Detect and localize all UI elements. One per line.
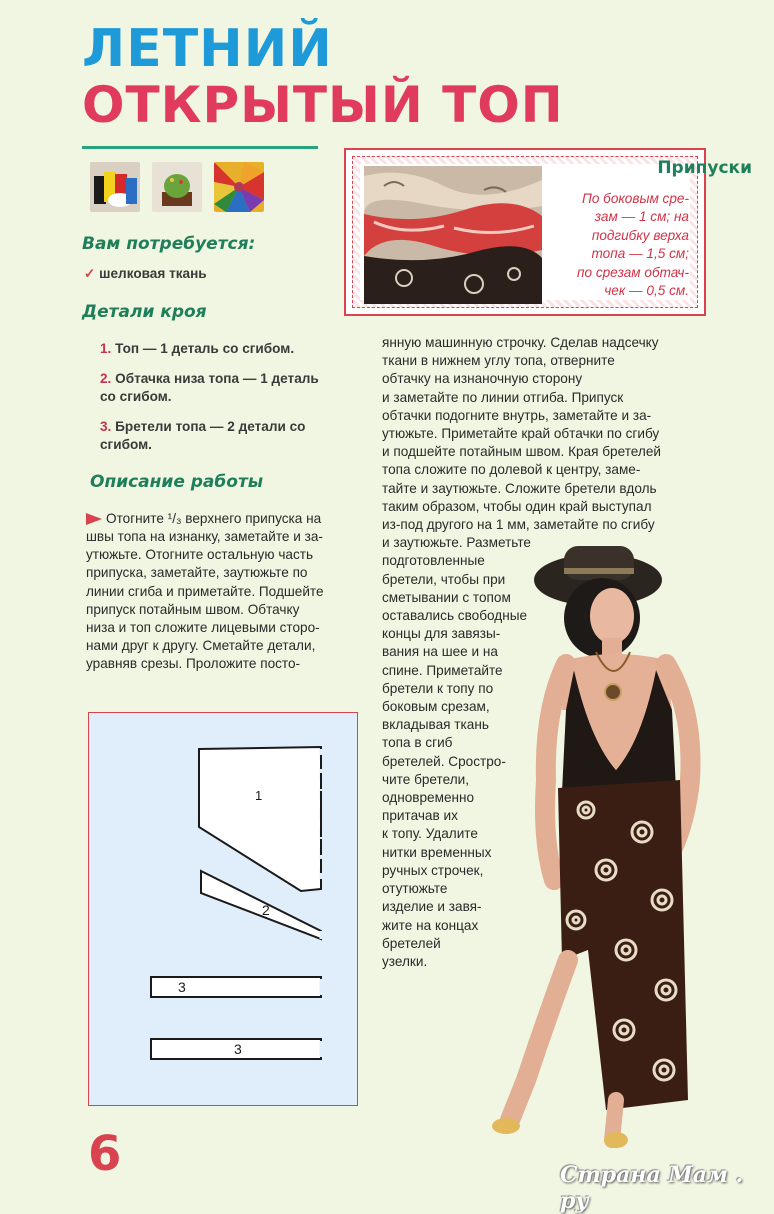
text-line: бретели к топу по — [382, 680, 494, 696]
work-text-column-1-cont — [86, 528, 324, 674]
text-line: Отогните ¹/₃ верхнего припуска на — [106, 511, 322, 526]
text-line: топа сложите по долевой к центру, заме- — [382, 462, 641, 478]
text-line: к топу. Удалите — [382, 826, 478, 842]
text-line: боковым срезам, — [382, 699, 490, 715]
text-line: одновременно — [382, 790, 475, 806]
text-line: оставались свободные — [382, 608, 528, 624]
text-line: из-под другого на 1 мм, заметайте по сгибу — [382, 517, 655, 533]
text-line: вания на шее и на — [382, 644, 498, 660]
cut-item-2 — [100, 370, 319, 406]
text-line: припуск потайным швом. Обтачку — [86, 601, 300, 617]
text-line: таким образом, чтобы один край выступал — [382, 498, 652, 514]
text-line: утюжьте. Приметайте край обтачки по сгибу — [382, 426, 660, 442]
pincushion-thumbnail — [152, 162, 202, 212]
work-text-column-1 — [106, 510, 321, 528]
work-heading: Описание работы — [90, 472, 264, 492]
text-line: и заутюжьте. Разметьте — [382, 535, 531, 551]
text-line: швы топа на изнанку, заметайте и за- — [86, 529, 323, 544]
materials-heading: Вам потребуется: — [82, 234, 256, 254]
cut-item-text: Обтачка низа топа — 1 деталь — [115, 371, 319, 386]
text-line: линии сгиба и приметайте. Подшейте — [86, 583, 324, 599]
text-line: изделие и завя- — [382, 899, 482, 915]
text-line: и подшейте потайным швом. Края бретелей — [382, 444, 661, 460]
watermark-logo: Страна Мам . ру — [560, 1162, 744, 1214]
title-line-2: ОТКРЫТЫЙ ТОП — [82, 76, 564, 134]
text-line: бретели, чтобы при — [382, 571, 506, 587]
text-line: узелки. — [382, 953, 428, 969]
text-line: зам — 1 см; на — [594, 209, 689, 225]
text-line: утюжьте. Отогните остальную часть — [86, 547, 314, 563]
text-line: концы для завязы- — [382, 626, 501, 642]
pattern-piece-1 — [199, 747, 321, 891]
text-line: притачав их — [382, 808, 458, 824]
text-line: чек — 0,5 см. — [604, 283, 689, 299]
title-divider — [82, 146, 318, 149]
text-line: топа в сгиб — [382, 735, 453, 751]
pattern-diagram — [88, 712, 358, 1106]
cut-item-3 — [100, 418, 305, 454]
text-line: сметывании с топом — [382, 589, 511, 605]
cut-item-text: со сгибом. — [100, 389, 172, 404]
work-text-column-2 — [382, 334, 661, 971]
cut-item-number: 1. — [100, 341, 112, 356]
text-line: топа — 1,5 см; — [591, 246, 689, 262]
text-line: бретелей — [382, 935, 441, 951]
text-line: ткани в нижнем углу топа, отверните — [382, 353, 615, 369]
text-line: жите на концах — [382, 917, 479, 933]
silk-fabric-photo — [364, 166, 542, 304]
materials-item — [84, 266, 207, 282]
materials-item-label: шелковая ткань — [99, 266, 207, 281]
text-line: янную машинную строчку. Сделав надсечку — [382, 335, 659, 350]
title-line-1: ЛЕТНИЙ — [82, 19, 333, 79]
text-line: вкладывая ткань — [382, 717, 489, 733]
text-line: и заметайте по линии отгиба. Припуск — [382, 389, 624, 405]
text-line: по срезам обтач- — [577, 264, 689, 280]
pattern-label-2: 2 — [262, 902, 270, 918]
text-line: чите бретели, — [382, 771, 470, 787]
pattern-label-3b: 3 — [234, 1041, 242, 1057]
text-line: уравняв срезы. Проложите посто- — [86, 656, 301, 672]
fabric-swatches-thumbnail — [214, 162, 264, 212]
text-line: тайте и заутюжьте. Сложите бретели вдоль — [382, 480, 657, 496]
text-line: По боковым сре- — [581, 191, 689, 206]
text-line: низа и топ сложите лицевыми сторо- — [86, 620, 320, 636]
cut-item-text: Топ — 1 деталь со сгибом. — [115, 341, 295, 356]
text-line: спине. Приметайте — [382, 662, 503, 678]
text-line: подгибку верха — [591, 227, 689, 243]
allowances-heading: Припуски — [657, 158, 752, 178]
pattern-label-3a: 3 — [178, 979, 186, 995]
pattern-piece-3a — [151, 977, 321, 997]
allowances-text — [547, 190, 689, 300]
cut-item-1 — [100, 340, 294, 358]
text-line: нитки временных — [382, 844, 492, 860]
text-line: отутюжьте — [382, 881, 448, 897]
cut-heading: Детали кроя — [82, 302, 207, 322]
text-line: подготовленные — [382, 553, 485, 569]
cut-item-text: Бретели топа — 2 детали со — [115, 419, 306, 434]
pattern-label-1: 1 — [255, 788, 263, 803]
check-icon: ✓ — [84, 266, 96, 281]
text-line: ручных строчек, — [382, 862, 484, 878]
cut-item-number: 3. — [100, 419, 112, 434]
thread-spools-thumbnail — [90, 162, 140, 212]
text-line: бретелей. Сростро- — [382, 753, 506, 769]
text-line: нами друг к другу. Сметайте детали, — [86, 638, 316, 654]
text-line: припуска, заметайте, заутюжьте по — [86, 565, 308, 581]
cut-item-text: сгибом. — [100, 437, 152, 452]
cut-item-number: 2. — [100, 371, 112, 386]
text-line: обтачки подогните внутрь, заметайте и за- — [382, 407, 652, 423]
page-number: 6 — [88, 1126, 122, 1182]
text-line: обтачку на изнаночную сторону — [382, 371, 583, 387]
